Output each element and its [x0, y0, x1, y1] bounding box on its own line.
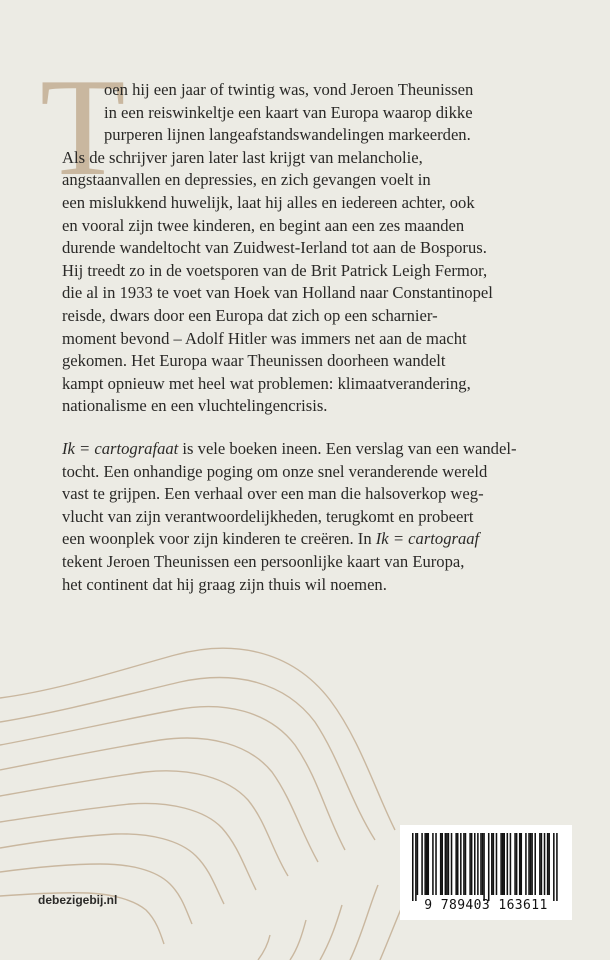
barcode-bar [432, 833, 434, 895]
barcode-bar [480, 833, 482, 895]
barcode-bar [500, 833, 502, 895]
barcode-bar [514, 833, 516, 895]
barcode-bar [451, 833, 453, 895]
barcode-bar [435, 833, 437, 895]
text-line: moment bevond – Adolf Hitler was immers net aan de macht [62, 328, 467, 348]
blurb-paragraph-2 [62, 438, 572, 596]
barcode-bar [510, 833, 512, 895]
barcode-bar [503, 833, 505, 895]
barcode-bar [445, 833, 447, 895]
book-title: Ik = cartograaf [375, 529, 480, 549]
text-line: oen hij een jaar of twintig was, vond Jeroen Theunissen [104, 80, 474, 99]
barcode-bar [507, 833, 509, 895]
text-line [62, 438, 572, 461]
text-line: in een reiswinkeltje een kaart van Europa waarop dikke [104, 102, 473, 122]
barcode-bar [493, 833, 495, 895]
barcode-bar [469, 833, 471, 895]
text-fragment: In [353, 529, 376, 549]
barcode-bar [539, 833, 541, 895]
barcode-bar [417, 833, 419, 895]
barcode-bar [528, 833, 530, 895]
text-line: tekent Jeroen Theunissen een persoonlijke kaart van Europa, [62, 551, 465, 571]
barcode-bar [412, 833, 414, 901]
text-line: die al in 1933 te voet van Hoek van Holland naar Constantinopel [62, 283, 493, 303]
barcode-bar [516, 833, 518, 895]
barcode-bar [446, 833, 448, 895]
barcode-bar [463, 833, 465, 895]
barcode-bar [525, 833, 527, 895]
barcode-bar [521, 833, 523, 895]
barcode [400, 825, 572, 920]
barcode-bar [426, 833, 428, 895]
barcode-bar [474, 833, 476, 895]
barcode-bar [460, 833, 462, 895]
barcode-bar [496, 833, 498, 895]
barcode-bar [556, 833, 558, 901]
barcode-bar [553, 833, 555, 901]
text-fragment: een woonplek voor zijn kinderen te creëren. [62, 529, 354, 549]
text-line: durende wandeltocht van Zuidwest-Ierland tot aan de Bosporus. [62, 238, 487, 258]
text-line: een mislukkend huwelijk, laat hij alles en iedereen achter, ook [62, 192, 475, 212]
text-line: reisde, dwars door een Europa dat zich op een scharnier- [62, 305, 438, 325]
barcode-bar [541, 833, 543, 895]
text-line: gekomen. Het Europa waar Theunissen doorheen wandelt [62, 351, 446, 371]
barcode-bar [530, 833, 532, 895]
barcode-bar [428, 833, 430, 895]
barcode-bar [421, 833, 423, 895]
barcode-bar [415, 833, 417, 901]
barcode-bar [547, 833, 549, 895]
drop-cap-letter: T [40, 50, 126, 205]
barcode-bar [457, 833, 459, 895]
text-line: het continent dat hij graag zijn thuis wil noemen. [62, 574, 387, 594]
barcode-bar [531, 833, 533, 895]
text-line: angstaanvallen en depressies, en zich gevangen voelt in [62, 170, 431, 190]
text-line [62, 528, 572, 551]
barcode-bar [465, 833, 467, 895]
barcode-bar [477, 833, 479, 895]
publisher-website: debezigebij.nl [38, 893, 118, 907]
text-line: tocht. Een onhandige poging om onze snel veranderende wereld [62, 461, 488, 481]
barcode-bar [471, 833, 473, 895]
barcode-bar [519, 833, 521, 895]
barcode-bar [482, 833, 484, 895]
barcode-bar [448, 833, 450, 895]
barcode-bar [502, 833, 504, 895]
text-line: Als de schrijver jaren later last krijgt van melancholie, [62, 147, 423, 167]
text-fragment: is vele boeken ineen. Een verslag van een wandel- [178, 439, 517, 458]
barcode-bar [488, 833, 490, 901]
barcode-bar [491, 833, 493, 895]
text-line: vlucht van zijn verantwoordelijkheden, terugkomt en probeert [62, 506, 474, 526]
barcode-bar [534, 833, 536, 895]
barcode-bar [424, 833, 426, 895]
book-title: Ik = cartografaat [62, 439, 179, 458]
blurb-paragraph-1 [62, 79, 572, 418]
barcode-bar [441, 833, 443, 895]
barcode-bar [455, 833, 457, 895]
barcode-bar [544, 833, 546, 895]
barcode-bar [483, 833, 485, 901]
text-line: purperen lijnen langeafstandswandelingen markeerden. [104, 125, 471, 145]
text-line: nationalisme en een vluchtelingencrisis. [62, 396, 328, 416]
isbn-number: 9 789403 163611 [424, 898, 548, 913]
barcode-bar [440, 833, 442, 895]
text-line: vast te grijpen. Een verhaal over een man die halsoverkop weg- [62, 484, 484, 504]
barcode-bar [548, 833, 550, 895]
text-line: en vooral zijn twee kinderen, en begint aan een zes maanden [62, 215, 465, 235]
text-line: Hij treedt zo in de voetsporen van de Brit Patrick Leigh Fermor, [62, 260, 488, 280]
text-line: kampt opnieuw met heel wat problemen: klimaatverandering, [62, 373, 471, 393]
